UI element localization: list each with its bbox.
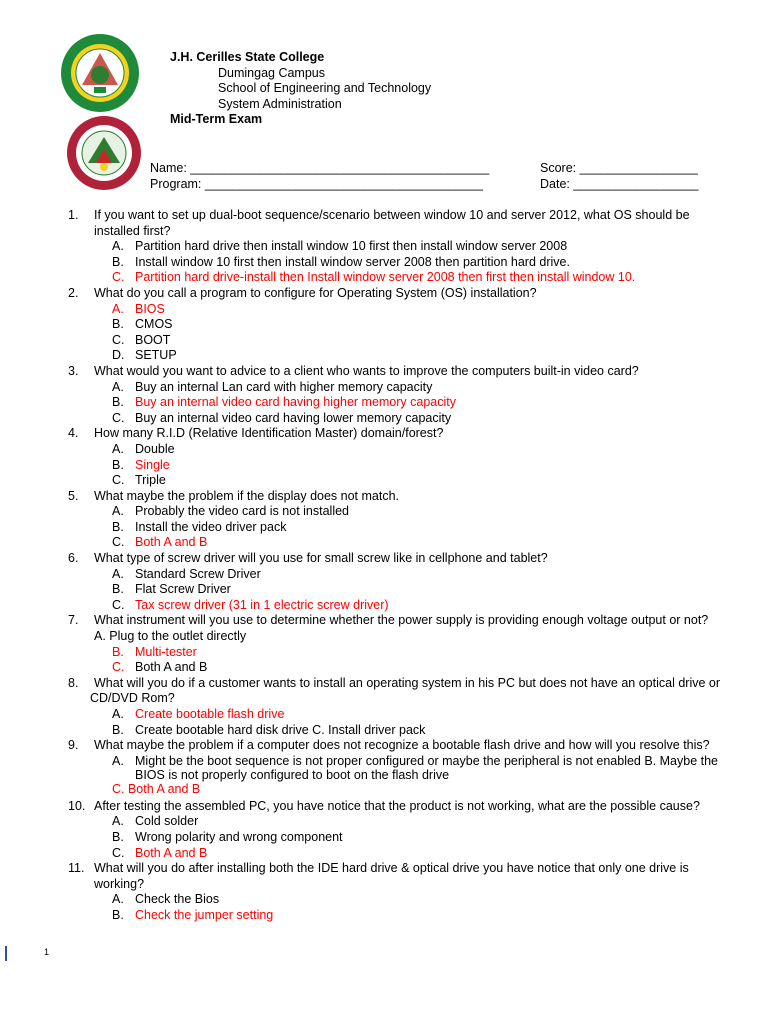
question-text: If you want to set up dual-boot sequence/scenario between window 10 and server 2012, what OS should be installed first?	[94, 208, 690, 238]
page-number: 1	[44, 947, 50, 957]
college-seal-logo	[60, 33, 140, 113]
option-letter: B.	[112, 722, 124, 737]
question-10	[0, 799, 768, 815]
option-text: Both A and B	[135, 660, 208, 675]
option-text: C. Both A and B	[112, 781, 201, 796]
option	[0, 239, 768, 255]
question-number: 4.	[68, 426, 79, 441]
question-11	[0, 861, 768, 892]
option-text: BIOS	[135, 301, 165, 316]
option-text: Double	[135, 441, 175, 456]
option-text: Buy an internal video card having higher memory capacity	[135, 395, 457, 410]
question-number: 7.	[68, 613, 79, 628]
option-text: Create bootable hard disk drive C. Install driver pack	[135, 722, 426, 737]
question-5	[0, 489, 768, 505]
correct-option	[0, 908, 768, 924]
option-letter: B.	[112, 644, 124, 659]
question-text: CD/DVD Rom?	[90, 691, 175, 706]
question-text: What would you want to advice to a client who wants to improve the computers built-in video card?	[94, 363, 639, 378]
option-text: BOOT	[135, 332, 171, 347]
option	[0, 473, 768, 489]
option-letter: C.	[112, 660, 125, 675]
option-letter: B.	[112, 582, 124, 597]
option-text: Partition hard drive then install window 10 first then install window server 2008	[135, 239, 568, 254]
option-letter: B.	[112, 395, 124, 410]
option-letter: A.	[112, 504, 124, 519]
option-text: Check the jumper setting	[135, 907, 274, 922]
option-letter: C.	[112, 845, 125, 860]
campus-name: Dumingag Campus	[218, 66, 325, 80]
option-letter: B.	[112, 457, 124, 472]
course-name: System Administration	[218, 97, 342, 111]
correct-option	[0, 598, 768, 614]
question-8	[0, 676, 768, 692]
school-name: School of Engineering and Technology	[218, 81, 432, 95]
option-text: Tax screw driver (31 in 1 electric screw driver)	[135, 597, 389, 612]
option-letter: A.	[112, 753, 124, 768]
option-inline	[0, 629, 768, 645]
option-text: SETUP	[135, 348, 177, 363]
correct-option	[0, 458, 768, 474]
option-letter: A.	[112, 707, 124, 721]
option	[0, 348, 768, 364]
option-text: Create bootable flash drive	[135, 707, 285, 721]
option-text: A. Plug to the outlet directly	[94, 629, 247, 644]
option-text: Cold solder	[135, 814, 199, 829]
option-letter: A.	[112, 566, 124, 581]
correct-option	[0, 270, 768, 286]
option-text: Check the Bios	[135, 892, 220, 907]
question-number: 11.	[68, 861, 85, 876]
option-letter: C.	[112, 535, 125, 550]
option-letter: A.	[112, 814, 124, 829]
question-text: After testing the assembled PC, you have notice that the product is not working, what are the possible cause?	[94, 798, 700, 813]
question-7	[0, 613, 768, 629]
correct-option	[0, 707, 768, 723]
option	[0, 442, 768, 458]
option	[0, 317, 768, 333]
option	[0, 380, 768, 396]
option-letter: D.	[112, 348, 125, 363]
correct-option	[0, 782, 768, 799]
question-text: How many R.I.D (Relative Identification Master) domain/forest?	[94, 426, 444, 441]
program-field[interactable]: Program: ________________________________________	[150, 177, 483, 191]
option-letter: B.	[112, 829, 124, 844]
option-letter: C.	[112, 473, 125, 488]
option-text: Might be the boot sequence is not proper configured or maybe the peripheral is not enabled B. Maybe the BIOS is not properly configured to boot on the flash drive	[135, 753, 719, 782]
option	[0, 660, 768, 676]
correct-option	[0, 302, 768, 318]
option-letter: B.	[112, 519, 124, 534]
question-number: 1.	[68, 208, 79, 222]
question-text: What type of screw driver will you use for small screw like in cellphone and tablet?	[94, 551, 548, 566]
option-letter: C.	[112, 597, 125, 612]
question-text: What instrument will you use to determine whether the power supply is providing enough voltage output or not?	[94, 613, 709, 628]
option	[0, 754, 768, 782]
option-letter: C.	[112, 270, 125, 285]
question-text: What will you do if a customer wants to install an operating system in his PC but does not have an optical drive or	[94, 675, 721, 690]
option	[0, 814, 768, 830]
score-field[interactable]: Score: _________________	[540, 161, 698, 175]
page-margin-marker	[5, 946, 7, 961]
question-1	[0, 208, 768, 239]
option-text: Both A and B	[135, 845, 208, 860]
option-text: Buy an internal Lan card with higher memory capacity	[135, 379, 433, 394]
question-number: 3.	[68, 363, 79, 378]
question-2	[0, 286, 768, 302]
option-text: Multi-tester	[135, 644, 197, 659]
option-text: Wrong polarity and wrong component	[135, 829, 343, 844]
name-field[interactable]: Name: ___________________________________________	[150, 161, 490, 175]
question-text: What do you call a program to configure for Operating System (OS) installation?	[94, 285, 537, 300]
option	[0, 582, 768, 598]
option-text: Install window 10 first then install window server 2008 then partition hard drive.	[135, 254, 570, 269]
correct-option	[0, 535, 768, 551]
question-number: 6.	[68, 551, 79, 566]
option-text: Buy an internal video card having lower memory capacity	[135, 410, 452, 425]
option-letter: C.	[112, 332, 125, 347]
option-letter: A.	[112, 301, 124, 316]
option-text: Single	[135, 457, 170, 472]
option-text: Standard Screw Driver	[135, 566, 261, 581]
option-text: Install the video driver pack	[135, 519, 287, 534]
correct-option	[0, 645, 768, 661]
option-letter: B.	[112, 254, 124, 269]
option-letter: A.	[112, 441, 124, 456]
option	[0, 520, 768, 536]
college-name: J.H. Cerilles State College	[170, 50, 325, 64]
question-number: 2.	[68, 285, 79, 300]
option-text: Flat Screw Driver	[135, 582, 231, 597]
question-number: 5.	[68, 488, 79, 503]
question-6	[0, 551, 768, 567]
option-letter: A.	[112, 892, 124, 907]
question-text: What maybe the problem if the display does not match.	[94, 488, 400, 503]
option-text: Partition hard drive-install then Install window server 2008 then first then install window 10.	[135, 270, 636, 285]
date-field[interactable]: Date: __________________	[540, 177, 699, 191]
question-number: 9.	[68, 738, 79, 753]
question-9	[0, 738, 768, 754]
option-text: Both A and B	[135, 535, 208, 550]
option	[0, 567, 768, 583]
option-letter: A.	[112, 379, 124, 394]
option	[0, 411, 768, 427]
option-letter: A.	[112, 239, 124, 254]
option-text: Probably the video card is not installed	[135, 504, 350, 519]
correct-option	[0, 395, 768, 411]
question-number: 10.	[68, 798, 86, 813]
option	[0, 255, 768, 271]
option-text: CMOS	[135, 317, 173, 332]
option-text: Triple	[135, 473, 166, 488]
option	[0, 333, 768, 349]
option	[0, 504, 768, 520]
option	[0, 892, 768, 908]
question-text: What maybe the problem if a computer does not recognize a bootable flash drive and how will you resolve this?	[94, 738, 710, 753]
question-4	[0, 426, 768, 442]
question-3	[0, 364, 768, 380]
option-letter: B.	[112, 317, 124, 332]
option	[0, 723, 768, 739]
exam-title: Mid-Term Exam	[170, 112, 263, 126]
question-number: 8.	[68, 675, 79, 690]
question-list	[0, 208, 768, 924]
correct-option	[0, 846, 768, 862]
option-letter: B.	[112, 907, 124, 922]
question-text: What will you do after installing both the IDE hard drive & optical drive you have notice that only one drive is working?	[94, 861, 689, 891]
option-letter: C.	[112, 410, 125, 425]
engineering-school-logo	[66, 115, 142, 191]
question-8-continued	[0, 691, 768, 707]
option	[0, 830, 768, 846]
